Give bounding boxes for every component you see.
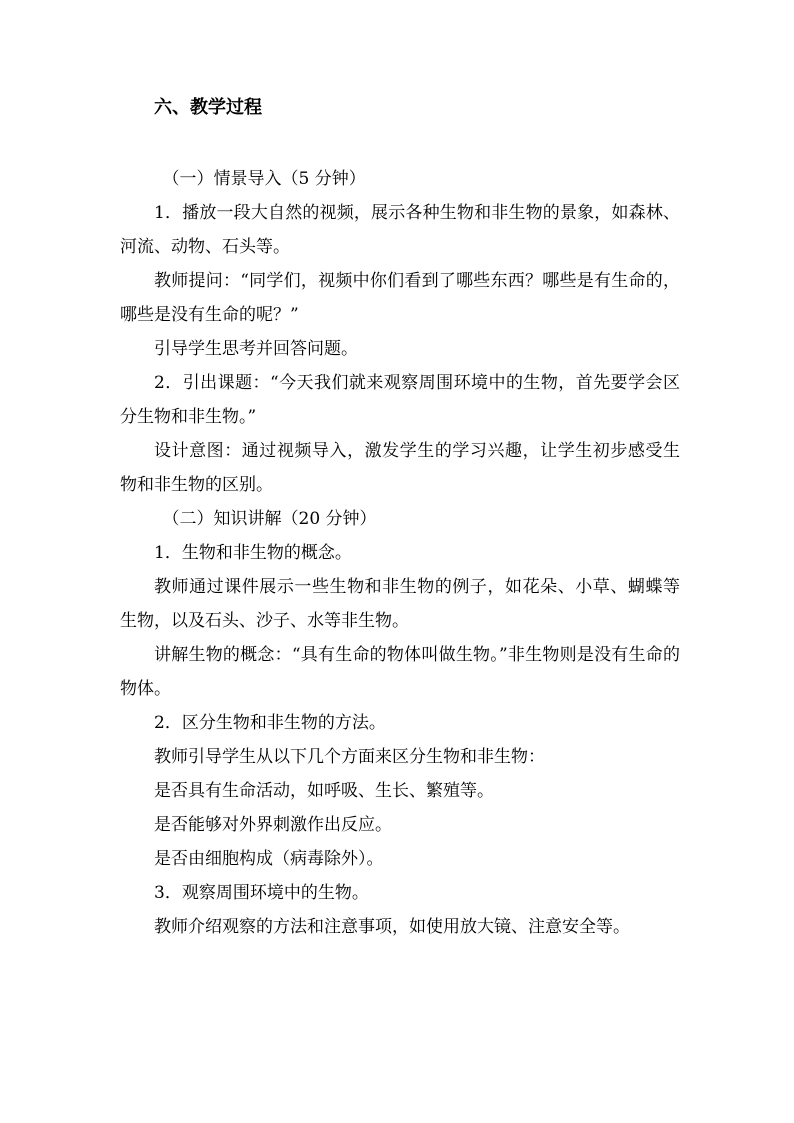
- paragraph-guide-answer: 引导学生思考并回答问题。: [154, 339, 358, 359]
- document-content: [120, 94, 680, 944]
- subsection-heading-intro: （一）情景导入（5 分钟）: [162, 169, 366, 189]
- paragraph-observe-method: 教师介绍观察的方法和注意事项，如使用放大镜、注意安全等。: [154, 917, 630, 937]
- paragraph-concept-title: 1．生物和非生物的概念。: [154, 543, 352, 563]
- paragraph-video: 1．播放一段大自然的视频，展示各种生物和非生物的景象，如森林、河流、动物、石头等。: [120, 203, 680, 257]
- paragraph-criterion-response: 是否能够对外界刺激作出反应。: [154, 815, 392, 835]
- paragraph-concept-definition: 讲解生物的概念：“具有生命的物体叫做生物。”非生物则是没有生命的物体。: [120, 645, 680, 699]
- paragraph-design-intent: 设计意图：通过视频导入，激发学生的学习兴趣，让学生初步感受生物和非生物的区别。: [120, 441, 680, 495]
- subsection-heading-knowledge: （二）知识讲解（20 分钟）: [162, 509, 377, 529]
- paragraph-topic: 2．引出课题：“今天我们就来观察周围环境中的生物，首先要学会区分生物和非生物。”: [120, 373, 680, 427]
- paragraph-criterion-cells: 是否由细胞构成（病毒除外）。: [154, 849, 384, 869]
- document-body: [120, 162, 680, 944]
- paragraph-examples: 教师通过课件展示一些生物和非生物的例子，如花朵、小草、蝴蝶等生物，以及石头、沙子、水等非生物。: [120, 577, 680, 631]
- section-heading: 六、教学过程: [154, 97, 262, 118]
- paragraph-observe-title: 3．观察周围环境中的生物。: [154, 883, 369, 903]
- paragraph-teacher-question: 教师提问：“同学们，视频中你们看到了哪些东西？哪些是有生命的，哪些是没有生命的呢？”: [120, 271, 680, 325]
- paragraph-method-intro: 教师引导学生从以下几个方面来区分生物和非生物：: [154, 747, 545, 767]
- paragraph-criterion-life: 是否具有生命活动，如呼吸、生长、繁殖等。: [154, 781, 494, 801]
- paragraph-method-title: 2．区分生物和非生物的方法。: [154, 713, 386, 733]
